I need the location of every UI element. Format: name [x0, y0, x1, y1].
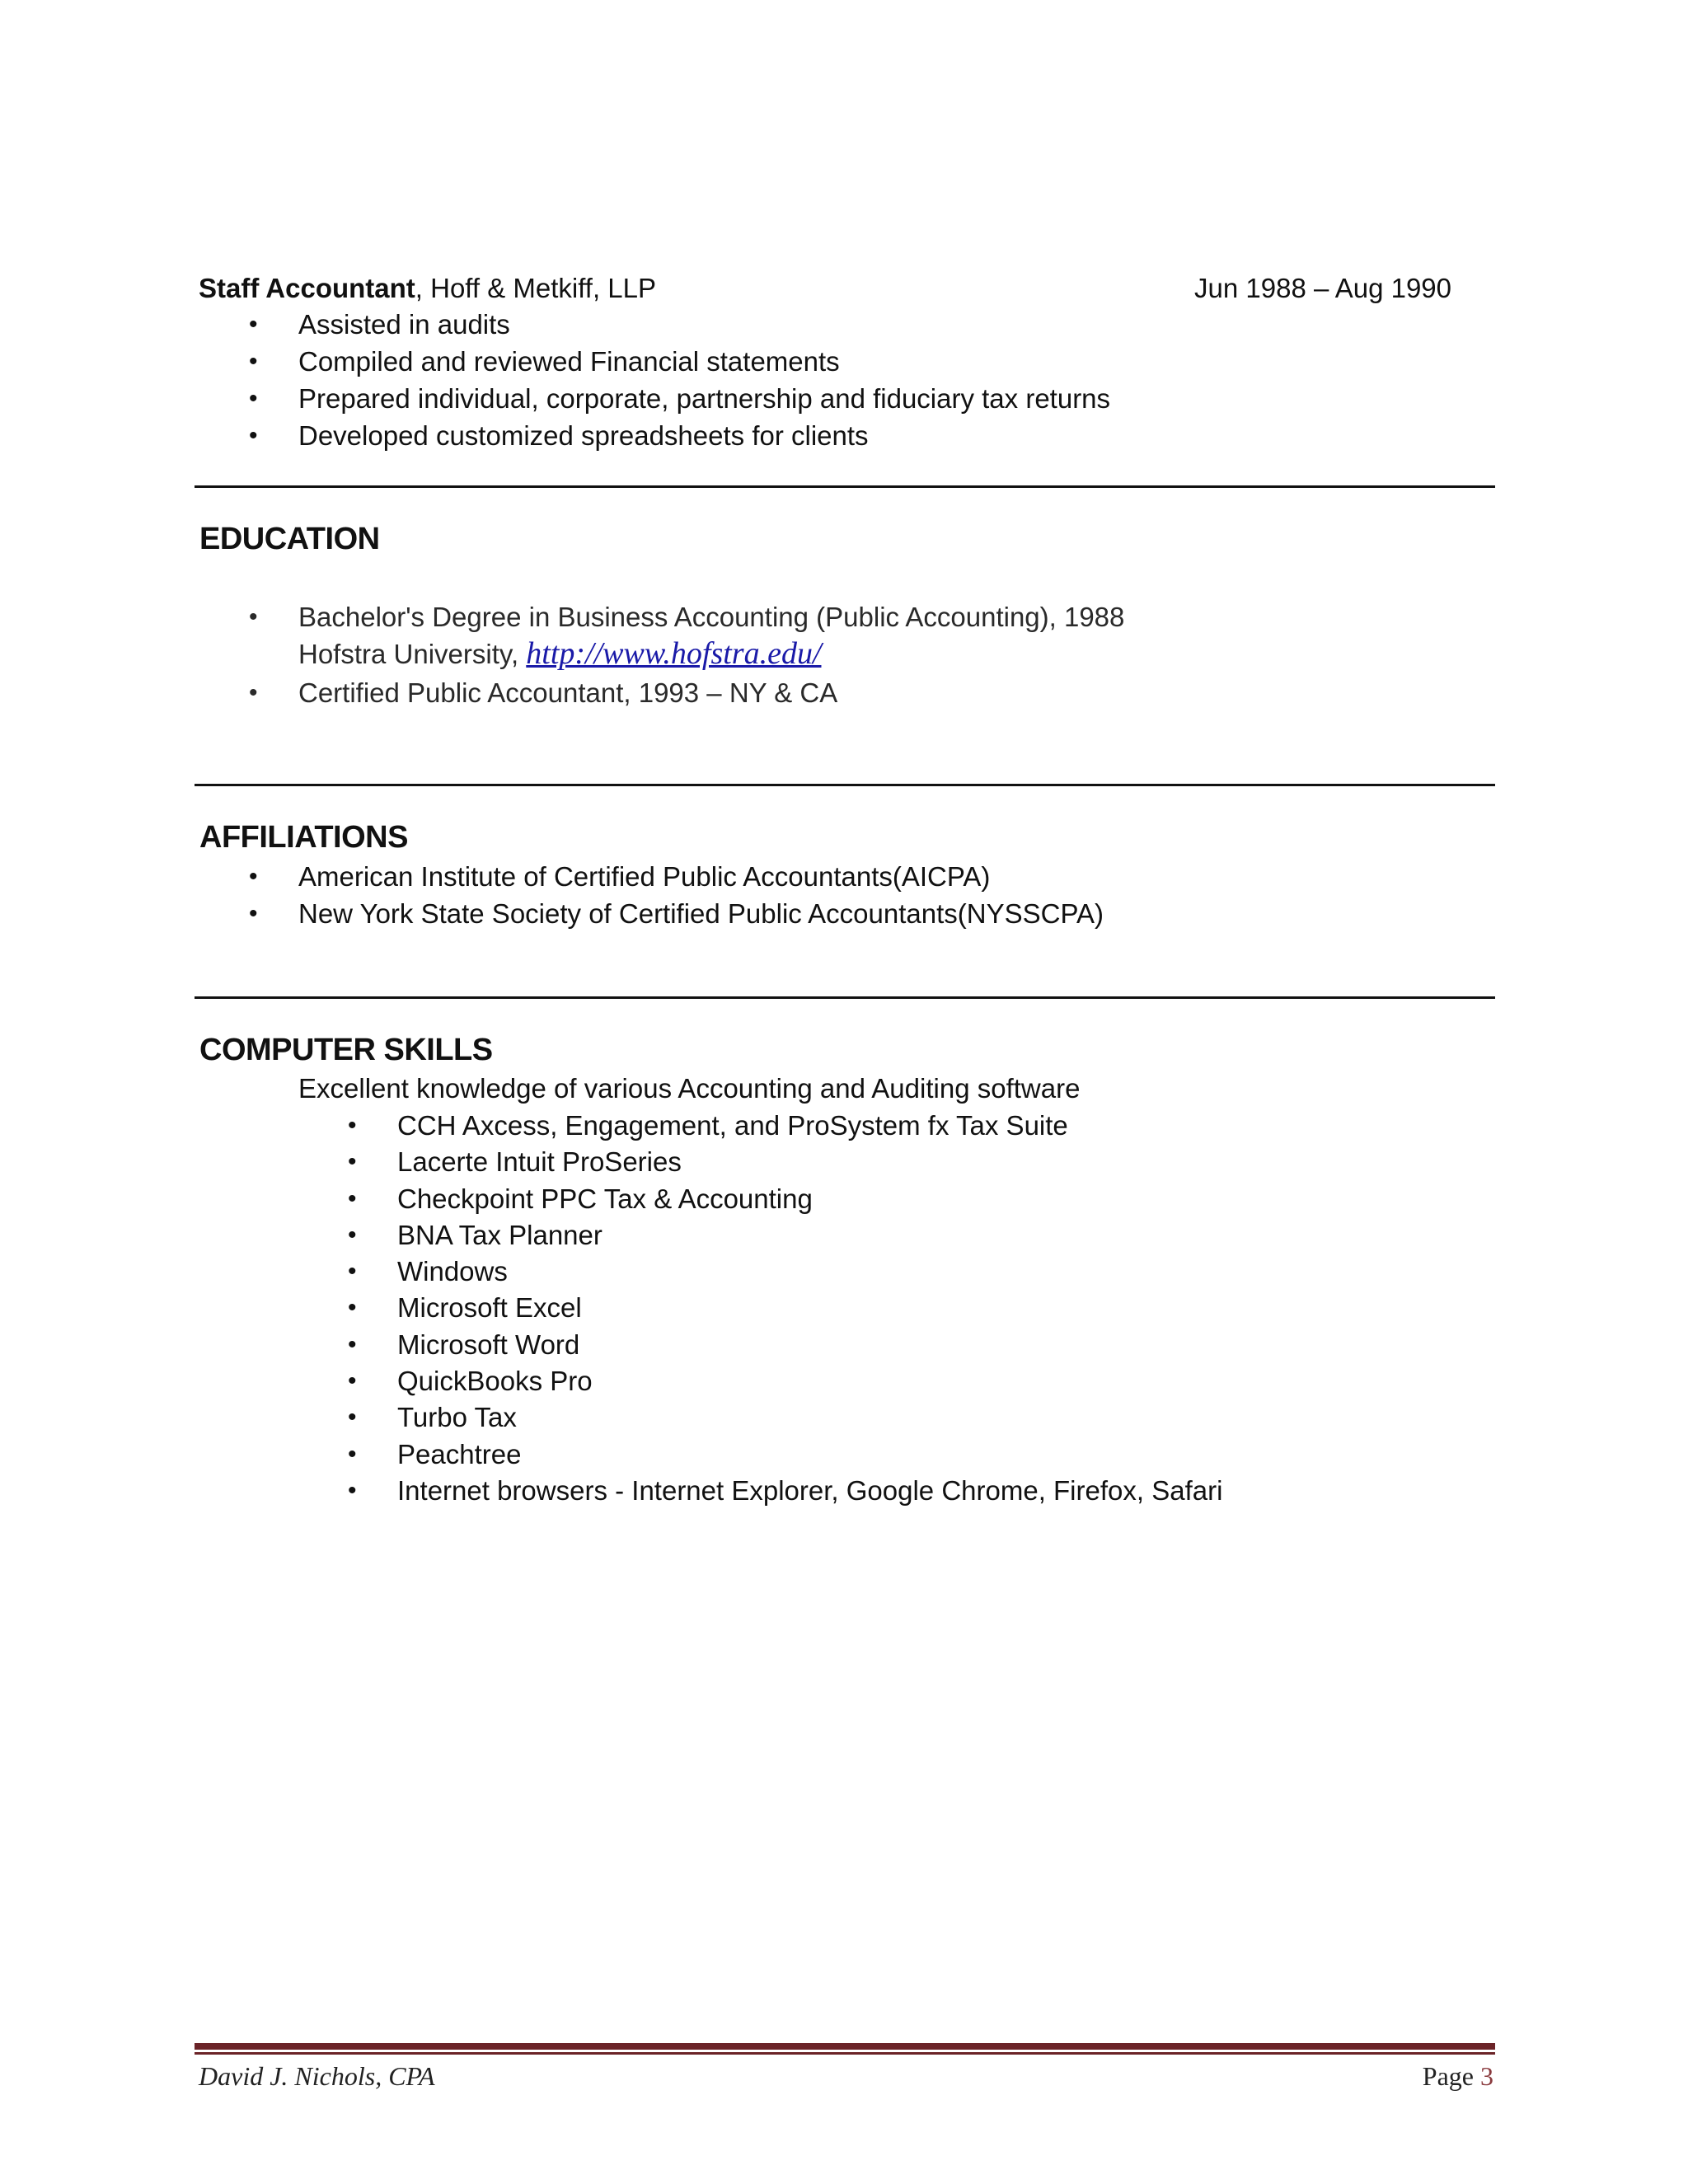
list-item: • Peachtree	[397, 1436, 1222, 1472]
footer-rule-thin	[195, 2052, 1495, 2055]
job-title: Staff Accountant	[199, 273, 415, 303]
bullet-icon: •	[348, 1184, 357, 1212]
bullet-icon: •	[348, 1476, 357, 1504]
bullet-icon: •	[348, 1258, 357, 1286]
job-duties-list	[249, 306, 1111, 454]
bullet-icon: •	[348, 1148, 357, 1176]
job-dates: Jun 1988 – Aug 1990	[1194, 273, 1451, 303]
list-item: • Microsoft Excel	[397, 1289, 1222, 1325]
list-item: • Microsoft Word	[397, 1326, 1222, 1362]
school-link[interactable]: http://www.hofstra.edu/	[526, 636, 822, 671]
list-item: • Developed customized spreadsheets for clients	[298, 417, 1110, 454]
bullet-icon: •	[348, 1221, 357, 1249]
certification-text: Certified Public Accountant, 1993 – NY & CA	[298, 677, 838, 708]
list-item: • New York State Society of Certified Public Accountants(NYSSCPA)	[298, 895, 1104, 932]
list-item: • American Institute of Certified Public Accountants(AICPA)	[298, 858, 1104, 895]
bullet-icon: •	[249, 422, 258, 449]
bullet-icon: •	[348, 1294, 357, 1322]
list-item: • Lacerte Intuit ProSeries	[397, 1143, 1222, 1179]
bullet-icon: •	[249, 311, 258, 338]
page-label: Page	[1422, 2061, 1480, 2091]
list-item: • Turbo Tax	[397, 1399, 1222, 1435]
skills-intro: Excellent knowledge of various Accounting and Auditing software	[298, 1073, 1081, 1104]
list-item: • Windows	[397, 1253, 1222, 1289]
affiliations-list	[249, 858, 1104, 932]
bullet-icon: •	[249, 679, 258, 706]
page-number: 3	[1480, 2061, 1493, 2091]
bullet-icon: •	[249, 603, 258, 630]
skills-list	[348, 1107, 1223, 1508]
bullet-icon: •	[249, 385, 258, 412]
job-header	[199, 269, 1451, 308]
bullet-icon: •	[249, 900, 258, 927]
list-item: • Prepared individual, corporate, partnership and fiduciary tax returns	[298, 380, 1110, 417]
list-item: • Internet browsers - Internet Explorer, Google Chrome, Firefox, Safari	[397, 1472, 1222, 1508]
footer-author: David J. Nichols, CPA	[199, 2061, 435, 2091]
computer-skills-heading: COMPUTER SKILLS	[199, 1033, 493, 1067]
section-divider	[195, 784, 1495, 786]
bullet-icon: •	[249, 863, 258, 890]
bullet-icon: •	[348, 1404, 357, 1432]
footer-rule	[195, 2043, 1495, 2050]
list-item	[249, 598, 1125, 674]
bullet-icon: •	[249, 348, 258, 375]
footer-page-number	[1423, 2058, 1493, 2094]
job-employer: , Hoff & Metkiff, LLP	[415, 273, 657, 303]
education-list	[249, 598, 1125, 711]
list-item	[249, 674, 1124, 711]
section-divider	[195, 485, 1495, 488]
bullet-icon: •	[348, 1330, 357, 1358]
list-item: • CCH Axcess, Engagement, and ProSystem fx Tax Suite	[397, 1107, 1222, 1143]
affiliations-heading: AFFILIATIONS	[199, 820, 408, 855]
school-name: Hofstra University,	[298, 639, 527, 669]
list-item: • Assisted in audits	[298, 306, 1110, 343]
bullet-icon: •	[348, 1367, 357, 1395]
degree-text: Bachelor's Degree in Business Accounting (Public Accounting), 1988	[298, 602, 1125, 632]
education-heading: EDUCATION	[199, 522, 380, 556]
list-item: • BNA Tax Planner	[397, 1216, 1222, 1253]
section-divider	[195, 996, 1495, 999]
list-item: • Checkpoint PPC Tax & Accounting	[397, 1180, 1222, 1216]
school-line	[298, 635, 1124, 673]
list-item: • QuickBooks Pro	[397, 1362, 1222, 1399]
bullet-icon: •	[348, 1440, 357, 1468]
list-item: • Compiled and reviewed Financial statements	[298, 343, 1110, 380]
bullet-icon: •	[348, 1112, 357, 1139]
